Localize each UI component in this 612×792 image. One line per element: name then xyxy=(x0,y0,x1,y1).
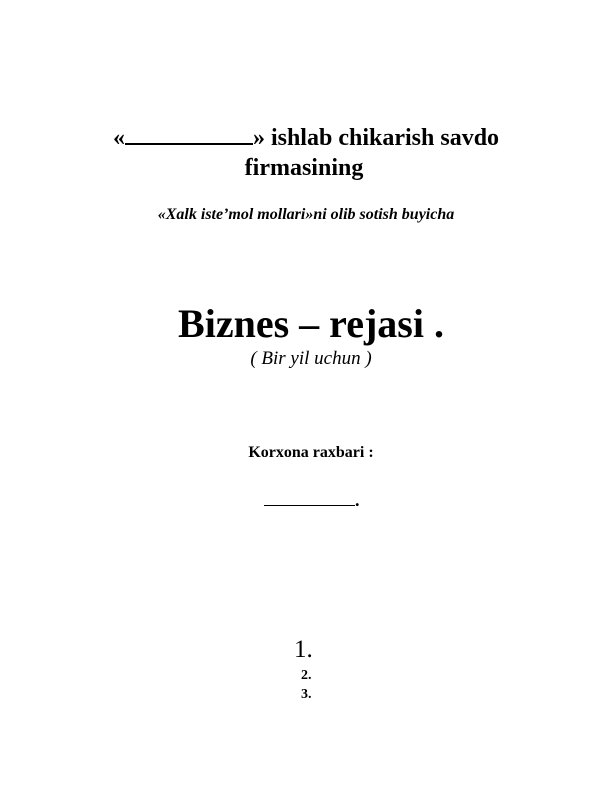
company-name-blank xyxy=(125,123,253,145)
signature-field xyxy=(264,487,360,511)
list-number-2: 2. xyxy=(301,668,312,683)
list-number-1: 1. xyxy=(294,636,313,663)
signature-blank xyxy=(264,487,355,506)
company-title-line2: firmasining xyxy=(244,155,364,181)
document-title: Biznes – rejasi . xyxy=(178,301,444,346)
director-label: Korxona raxbari : xyxy=(248,444,374,461)
list-number-3: 3. xyxy=(301,687,312,702)
company-title-rest: » ishlab chikarish savdo xyxy=(252,125,500,151)
subject-line: «Xalk iste’mol mollari»ni olib sotish buyicha xyxy=(157,206,455,223)
company-title xyxy=(0,123,612,183)
document-period: ( Bir yil uchun ) xyxy=(250,348,372,369)
signature-end: . xyxy=(355,490,360,510)
company-title-line1 xyxy=(0,123,612,153)
open-quote: « xyxy=(112,125,125,151)
